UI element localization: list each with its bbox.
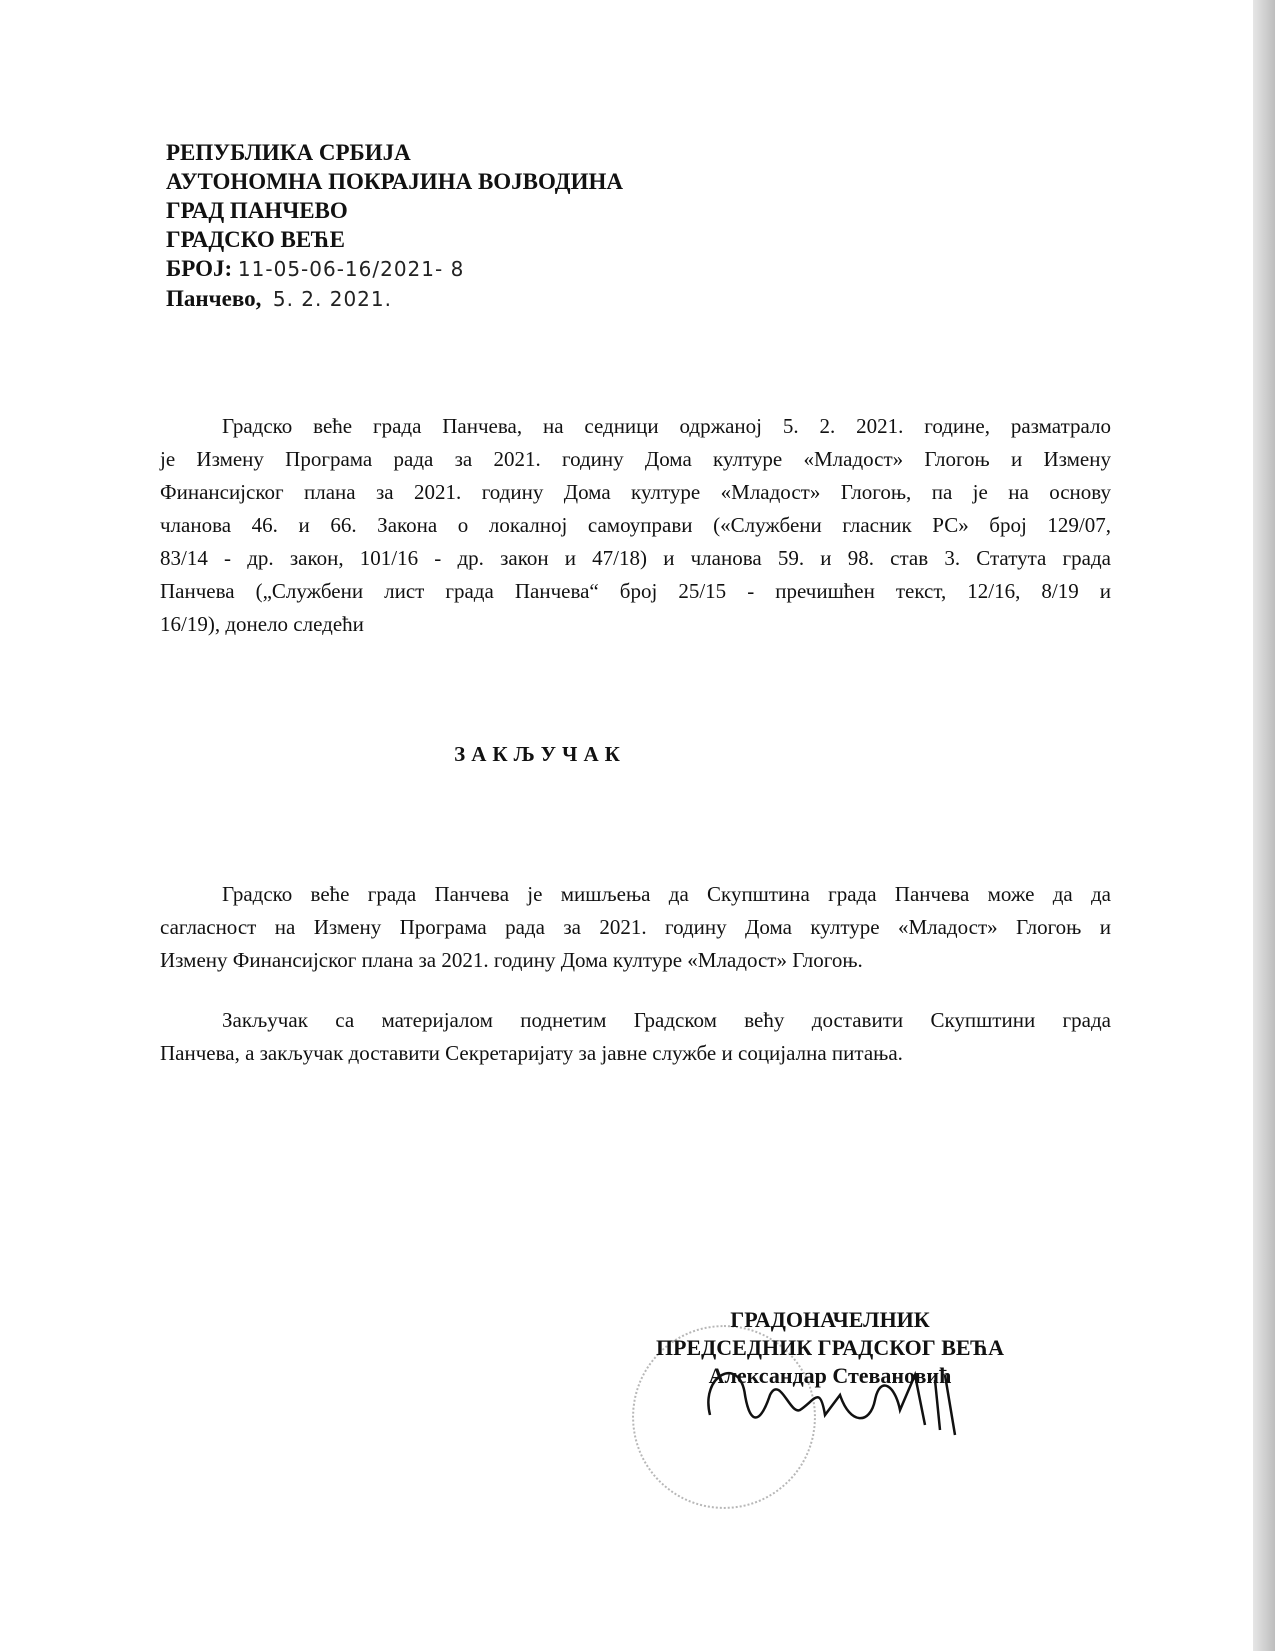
conclusion-paragraph — [160, 878, 1111, 977]
text-line: 16/19), донело следећи — [160, 612, 364, 636]
signatory-name: Александар Стевановић — [708, 1363, 952, 1388]
delivery-paragraph — [160, 1004, 1111, 1070]
intro-paragraph — [160, 410, 1111, 641]
scan-edge — [1253, 0, 1275, 1651]
text-line: Панчева, а закључак доставити Секретаријату за јавне службе и социјална питања. — [160, 1041, 903, 1065]
header-line: АУТОНОМНА ПОКРАЈИНА ВОЈВОДИНА — [166, 169, 623, 194]
signatory-role: ГРАДОНАЧЕЛНИК — [730, 1307, 930, 1332]
text-line: Закључак са материјалом поднетим Градском већу доставити Скупштини града — [222, 1008, 1111, 1032]
number-value: 11-05-06-16/2021- 8 — [237, 257, 465, 281]
text-line: Градско веће града Панчева је мишљења да Скупштина града Панчева може да да — [222, 882, 1111, 906]
text-line: је Измену Програма рада за 2021. годину Дома културе «Младост» Глогоњ и Измену — [160, 447, 1111, 471]
header-line: ГРАД ПАНЧЕВО — [166, 198, 348, 223]
date-value: 5. 2. 2021. — [272, 287, 392, 311]
document-header — [166, 138, 623, 314]
document-number — [166, 254, 623, 284]
signatory-role: ПРЕДСЕДНИК ГРАДСКОГ ВЕЋА — [655, 1335, 1005, 1360]
place-label: Панчево, — [166, 286, 262, 311]
text-line: Измену Финансијског плана за 2021. годину Дома културе «Младост» Глогоњ. — [160, 948, 863, 972]
text-line: сагласност на Измену Програма рада за 2021. годину Дома културе «Младост» Глогоњ и — [160, 915, 1111, 939]
number-label: БРОЈ: — [166, 256, 233, 281]
text-line: 83/14 - др. закон, 101/16 - др. закон и 47/18) и чланова 59. и 98. став 3. Статута града — [160, 546, 1111, 570]
handwritten-signature — [700, 1355, 1000, 1445]
document-title: ЗАКЉУЧАК — [454, 742, 626, 766]
text-line: Финансијског плана за 2021. годину Дома културе «Младост» Глогоњ, па је на основу — [160, 480, 1111, 504]
header-line: РЕПУБЛИКА СРБИЈА — [166, 140, 411, 165]
text-line: чланова 46. и 66. Закона о локалној самоуправи («Службени гласник РС» број 129/07, — [160, 513, 1111, 537]
header-line: ГРАДСКО ВЕЋЕ — [166, 227, 345, 252]
document-date — [166, 284, 623, 314]
text-line: Градско веће града Панчева, на седници одржаној 5. 2. 2021. године, разматрало — [222, 414, 1111, 438]
text-line: Панчева („Службени лист града Панчева“ број 25/15 - пречишћен текст, 12/16, 8/19 и — [160, 579, 1111, 603]
